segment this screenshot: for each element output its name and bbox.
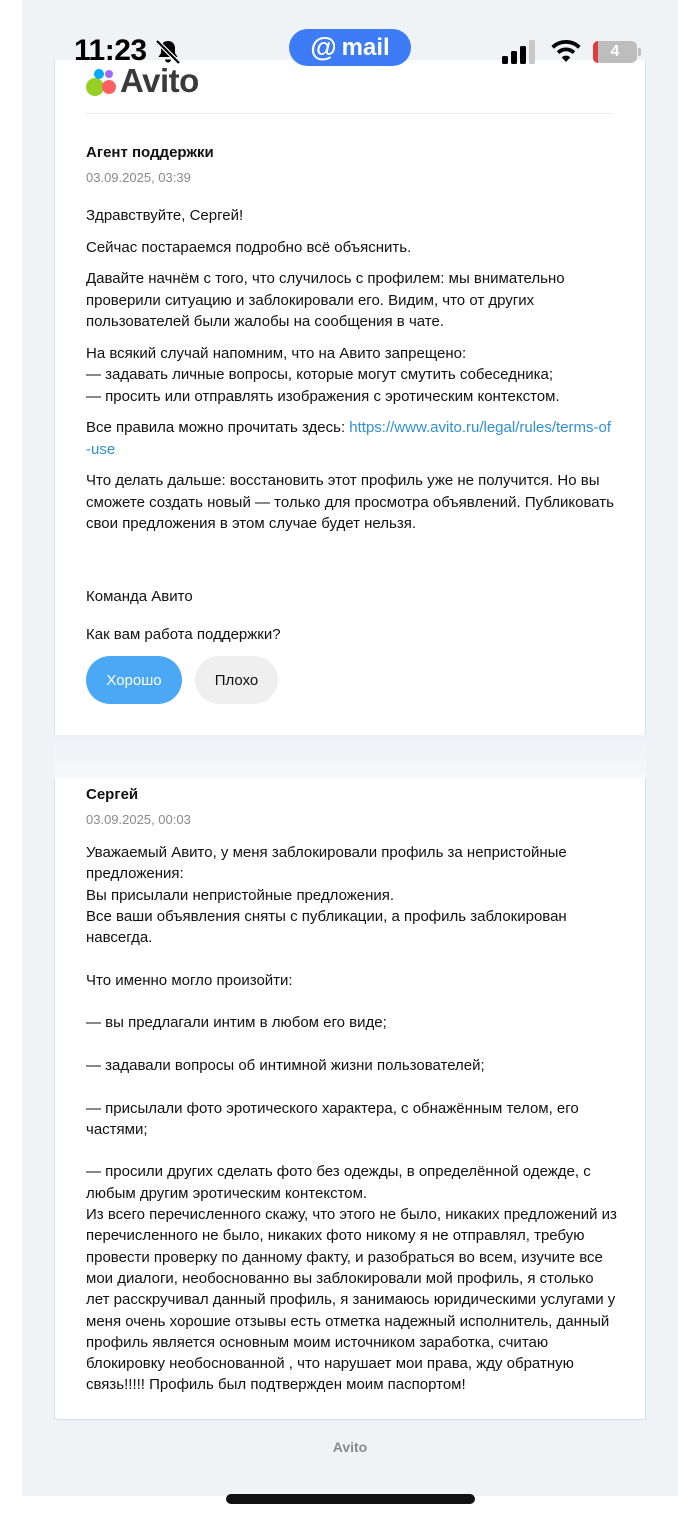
rules-link[interactable]: https://www.avito.ru/legal/rules/terms-of-use: [86, 419, 612, 458]
rules-link-paragraph: [86, 417, 616, 460]
wifi-icon: [551, 38, 581, 64]
mail-app-pill[interactable]: [289, 29, 411, 66]
header-divider: [86, 113, 614, 114]
message-body: [86, 205, 616, 545]
message-paragraph: Сейчас постараемся подробно всё объяснить.: [86, 238, 412, 256]
message-date: 03.09.2025, 00:03: [86, 812, 191, 827]
message-paragraph: Что делать дальше: восстановить этот профиль уже не получится. Но вы сможете создать новый — только для просмотра объявлений. Публиковать свои предложения в этом случае будет нельзя.: [86, 472, 614, 532]
card-separator: [54, 735, 646, 778]
cellular-signal-icon: [502, 40, 538, 64]
rate-good-button[interactable]: Хорошо: [86, 656, 182, 704]
rate-bad-button[interactable]: Плохо: [195, 656, 278, 704]
rating-question: Как вам работа поддержки?: [86, 626, 281, 643]
message-author: Сергей: [86, 786, 139, 803]
message-greeting: Здравствуйте, Сергей!: [86, 207, 244, 224]
status-time: 11:23: [74, 34, 147, 67]
signature: Команда Авито: [86, 588, 193, 605]
home-indicator[interactable]: [226, 1494, 475, 1504]
rules-item: — задавать личные вопросы, которые могут смутить собеседника;: [86, 366, 554, 383]
avito-logo-dots-icon: [84, 64, 118, 98]
rules-link-label: Все правила можно прочитать здесь:: [86, 419, 350, 436]
message-paragraph: Давайте начнём с того, что случилось с профилем: мы внимательно проверили ситуацию и заблокировали его. Видим, что от других пользователей были жалобы на сообщения в чате.: [86, 270, 565, 330]
rules-intro: На всякий случай напомним, что на Авито запрещено:: [86, 344, 467, 362]
at-icon: @: [310, 32, 337, 62]
avito-logo: [84, 62, 199, 100]
message-author: Агент поддержки: [86, 144, 214, 161]
message-date: 03.09.2025, 03:39: [86, 170, 191, 185]
mail-label: mail: [341, 33, 390, 61]
rules-list: [86, 343, 616, 408]
message-body: Уважаемый Авито, у меня заблокировали профиль за непристойные предложения: Вы присылали непристойные предложения. Все ваши объявления сняты с публикации, а профиль заблокирован навсегда. Что именно могло произойти: — вы предлагали интим в любом его виде; — задавали вопросы об интимной жизни пользователей; — присылали фото эротического характера, с обнажённым телом, его частями; — просили других сделать фото без одежды, в определённой одежде, с любым другим эротическим контекстом. Из всего перечисленного скажу, что этого не было, никаких предложений из перечисленного не было, никаких фото никому я не отправлял, требую провести проверку по данному факту, и разобраться во всем, изучите все мои диалоги, необоснованно вы заблокировали мой профиль, я столько лет расскручивал данный профиль, я занимаюсь юридическими услугами у меня очень хорошие отзывы есть отметка надежный исполнитель, данный профиль является основным моим источником заработка, считаю блокировку необоснованной , что нарушает мои права, жду обратную связь!!!!! Профиль был подтвержден моим паспортом!: [86, 844, 617, 1394]
avito-logo-text: Avito: [120, 62, 199, 99]
battery-indicator: 4: [593, 41, 637, 63]
footer-brand: Avito: [332, 1439, 368, 1455]
rules-item: — просить или отправлять изображения с эротическим контекстом.: [86, 387, 560, 405]
